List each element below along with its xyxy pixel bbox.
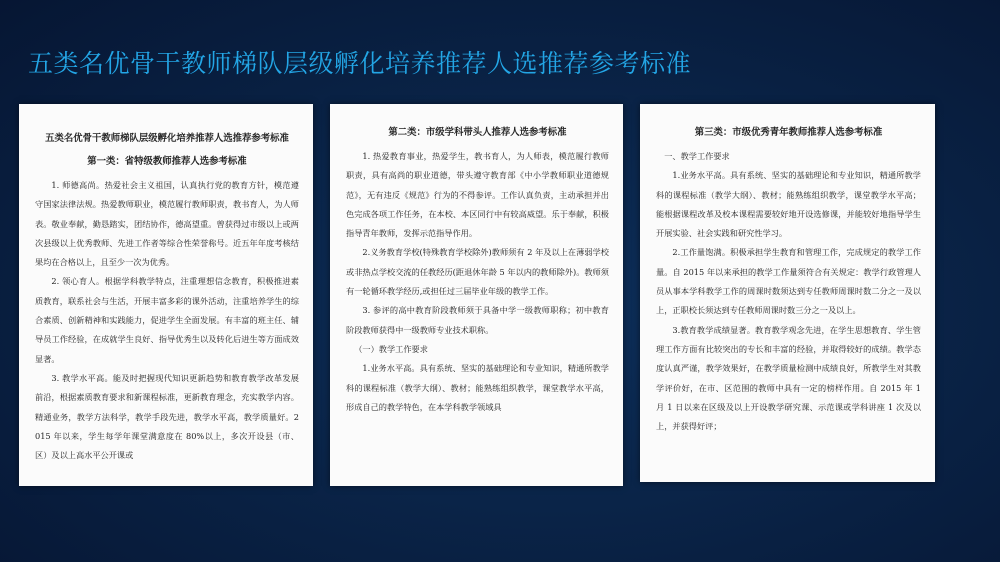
paragraph: 1. 热爱教育事业，热爱学生，教书育人，为人师表，模范履行教师职责，具有高尚的职业道德，带头遵守教育部《中小学教师职业道德规范》，无有违反《规范》行为的不得参评。工作认真负责，主动承担并出色完成各项工作任务，在本校、本区同行中有较高威望。乐于奉献，积极指导青年教师，发挥示范指导作用。 (346, 151, 609, 239)
paragraph: 3. 参评的高中教育阶段教师须于具备中学一级教师职称；初中教育阶段教师获得中一级教师专业技术职称。 (346, 305, 609, 335)
section-title: 第三类：市级优秀青年教师推荐人选参考标准 (694, 127, 883, 138)
slide-title: 五类名优骨干教师梯队层级孵化培养推荐人选推荐参考标准 (28, 49, 692, 78)
paragraph: 2.工作量饱满。积极承担学生教育和管理工作，完成规定的教学工作量。自 2015 年以来承担的教学工作量须符合有关规定：教学行政管理人员从事本学科教学工作的周课时数须达到专任教师周课时数二分之一及以上，正职校长须达到专任教师周课时数三分之一及以上。 (656, 247, 921, 316)
paragraph: 3. 教学水平高。能及时把握现代知识更新趋势和教育教学改革发展前沿，根据素质教育要求和新课程标准，更新教育理念，充实教学内容。精通业务，教学方法科学，教学手段先进，教学水平高，教学质量好。2015 年以来，学生每学年课堂满意度在 80%以上，多次开设县（市、区）及以上高水平公开课或 (35, 372, 299, 461)
subheading: 一、教学工作要求 (664, 151, 730, 161)
paragraph: 1.业务水平高。具有系统、坚实的基础理论和专业知识，精通所教学科的课程标准（教学大纲）、教材；能熟练组织教学，课堂教学水平高；能根据课程改革及校本课程需要较好地开设选修课，并能较好地指导学生开展实验、社会实践和研究性学习。 (656, 170, 921, 239)
paragraph: 3.教育教学成绩显著。教育教学观念先进，在学生思想教育、学生管理工作方面有比较突出的专长和丰富的经验，并取得较好的成绩。教学态度认真严谨，教学效果好，在教学质量检测中成绩良好，所教学生对其教学评价好，在市、区范围的教师中具有一定的榜样作用。自 2015 年 1 月 1 日以来在区级及以上开设教学研究课、示范课或学科讲座 1 次及以上，并获得好评； (656, 324, 921, 432)
document-page-1 (19, 104, 313, 486)
paragraph: 2. 领心育人。根据学科教学特点，注重理想信念教育，积极推进素质教育，联系社会与生活，开展丰富多彩的课外活动，注重培养学生的综合素质、创新精神和实践能力，促进学生全面发展。有丰富的班主任、辅导员工作经验，在成就学生良好、指导优秀生以及转化后进生等方面成效显著。 (35, 276, 299, 364)
subheading: （一）教学工作要求 (354, 343, 428, 354)
document-page-2 (330, 104, 623, 486)
paragraph: 1.业务水平高。具有系统、坚实的基础理论和专业知识，精通所教学科的课程标准（教学大纲）、教材；能熟练组织教学，课堂教学水平高，形成自己的教学特色，在本学科教学领域具 (346, 363, 609, 412)
document-page-3 (640, 104, 935, 482)
paragraph: 2.义务教育学校(特殊教育学校除外)教师须有 2 年及以上在薄弱学校或非热点学校交流的任教经历(距退休年龄 5 年以内的教师除外)。教师须有一轮循环教学经历,或担任过三届毕业年级的教学工作。 (346, 247, 609, 297)
section-title: 第一类：省特级教师推荐人选参考标准 (87, 156, 247, 167)
section-title: 第二类：市级学科带头人推荐人选参考标准 (388, 127, 567, 138)
paragraph: 1. 师德高尚。热爱社会主义祖国，认真执行党的教育方针，模范遵守国家法律法规。热爱教师职业，模范履行教师职责，教书育人，为人师表。敬业奉献，勤恳踏实，团结协作，德高望重。曾获得过市级以上或两次县级以上优秀教师、先进工作者等综合性荣誉称号。近五年年度考核结果均在合格以上，且至少一次为优秀。 (35, 180, 299, 268)
document-title: 五类名优骨干教师梯队层级孵化培养推荐人选推荐参考标准 (45, 133, 289, 144)
